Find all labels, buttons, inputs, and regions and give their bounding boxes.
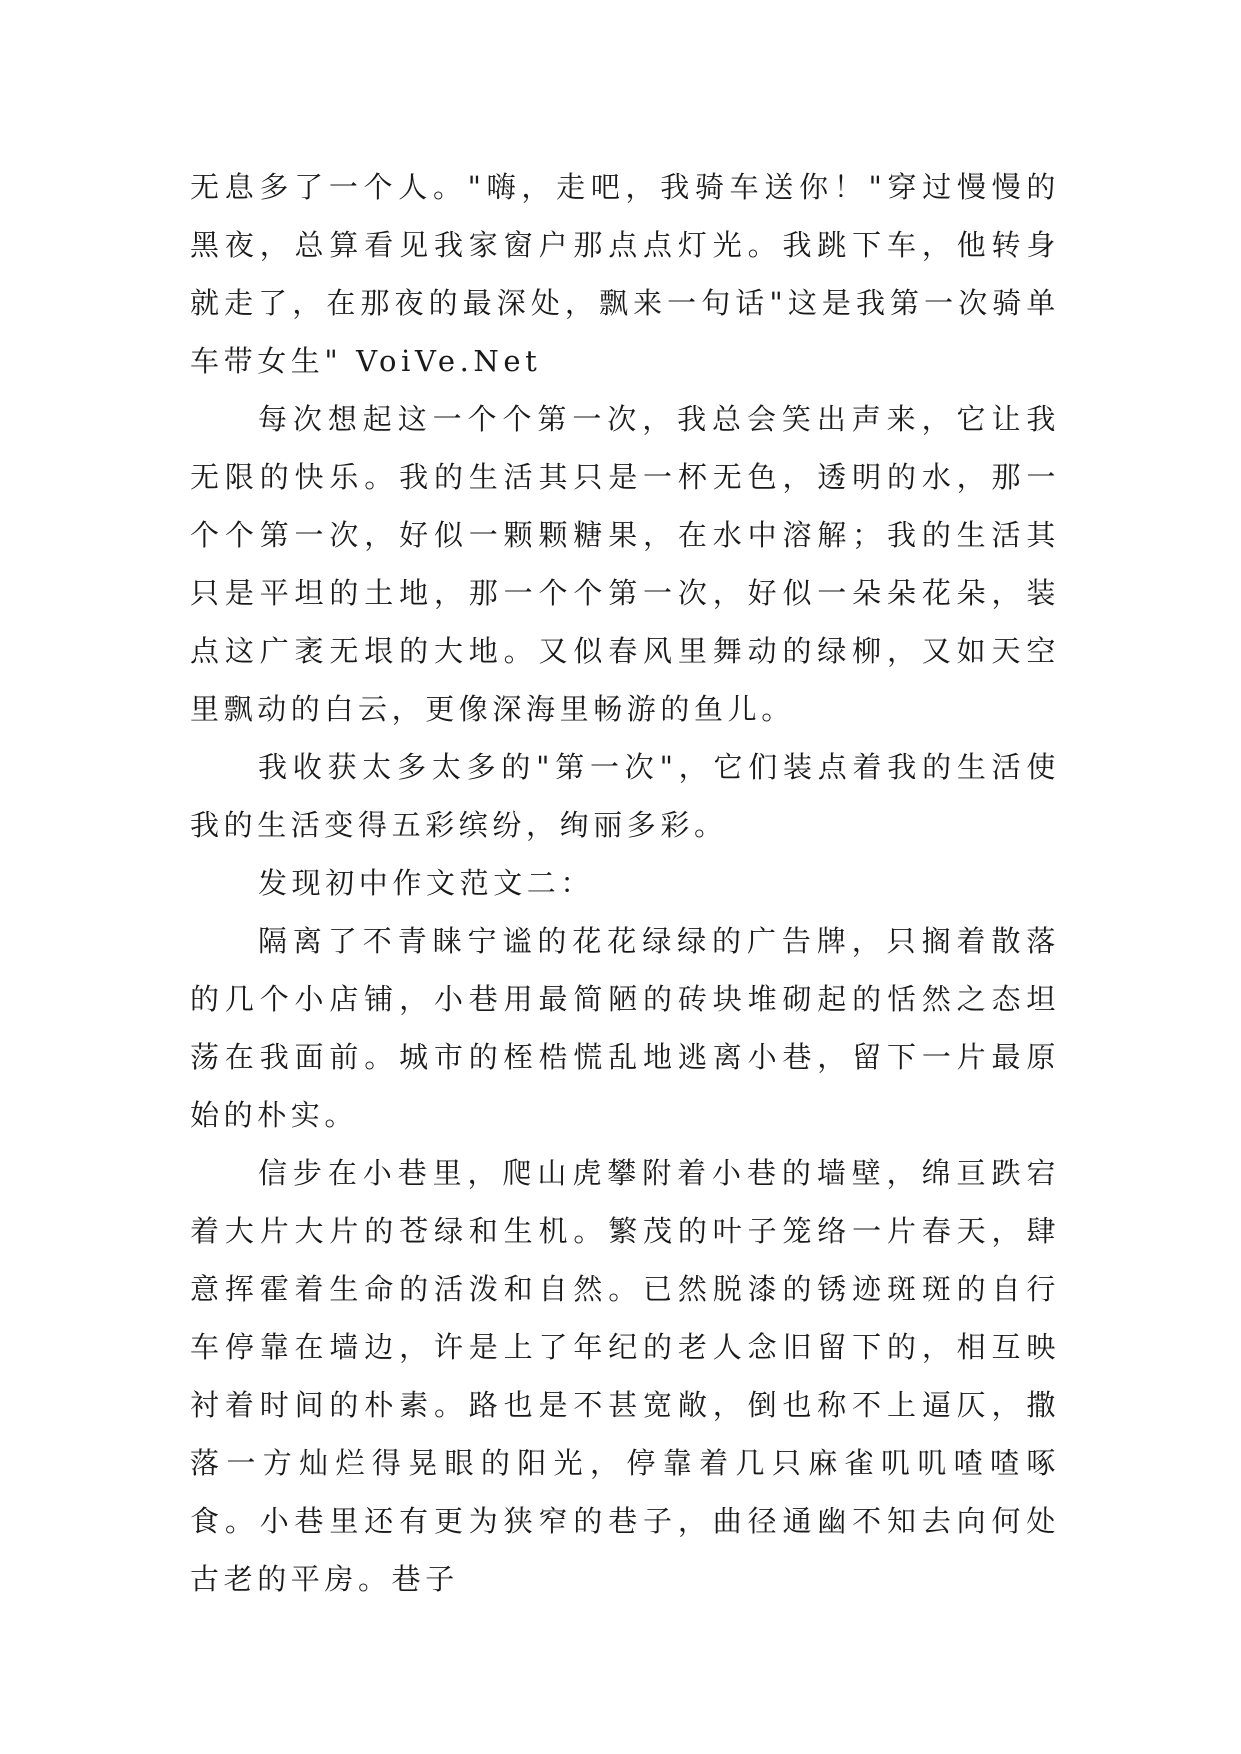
paragraph-1: 无息多了一个人。"嗨，走吧，我骑车送你！"穿过慢慢的黑夜，总算看见我家窗户那点点灯光。我跳下车，他转身就走了，在那夜的最深处，飘来一句话"这是我第一次骑单车带女生" VoiVe.Net	[190, 170, 1060, 378]
document-body	[190, 158, 1060, 1608]
paragraph-3: 我收获太多太多的"第一次"，它们装点着我的生活使我的生活变得五彩缤纷，绚丽多彩。	[190, 750, 1060, 842]
paragraph-5: 信步在小巷里，爬山虎攀附着小巷的墙壁，绵亘跌宕着大片大片的苍绿和生机。繁茂的叶子笼络一片春天，肆意挥霍着生命的活泼和自然。已然脱漆的锈迹斑斑的自行车停靠在墙边，许是上了年纪的老人念旧留下的，相互映衬着时间的朴素。路也是不甚宽敞，倒也称不上逼仄，撒落一方灿烂得晃眼的阳光，停靠着几只麻雀叽叽喳喳啄食。小巷里还有更为狭窄的巷子，曲径通幽不知去向何处古老的平房。巷子	[190, 1156, 1060, 1596]
paragraph-4: 隔离了不青睐宁谧的花花绿绿的广告牌，只搁着散落的几个小店铺，小巷用最简陋的砖块堆砌起的恬然之态坦荡在我面前。城市的桎梏慌乱地逃离小巷，留下一片最原始的朴实。	[190, 924, 1060, 1132]
section-heading: 发现初中作文范文二：	[258, 866, 595, 900]
paragraph-2: 每次想起这一个个第一次，我总会笑出声来，它让我无限的快乐。我的生活其只是一杯无色，透明的水，那一个个第一次，好似一颗颗糖果，在水中溶解；我的生活其只是平坦的土地，那一个个第一次，好似一朵朵花朵，装点这广袤无垠的大地。又似春风里舞动的绿柳，又如天空里飘动的白云，更像深海里畅游的鱼儿。	[190, 402, 1060, 726]
